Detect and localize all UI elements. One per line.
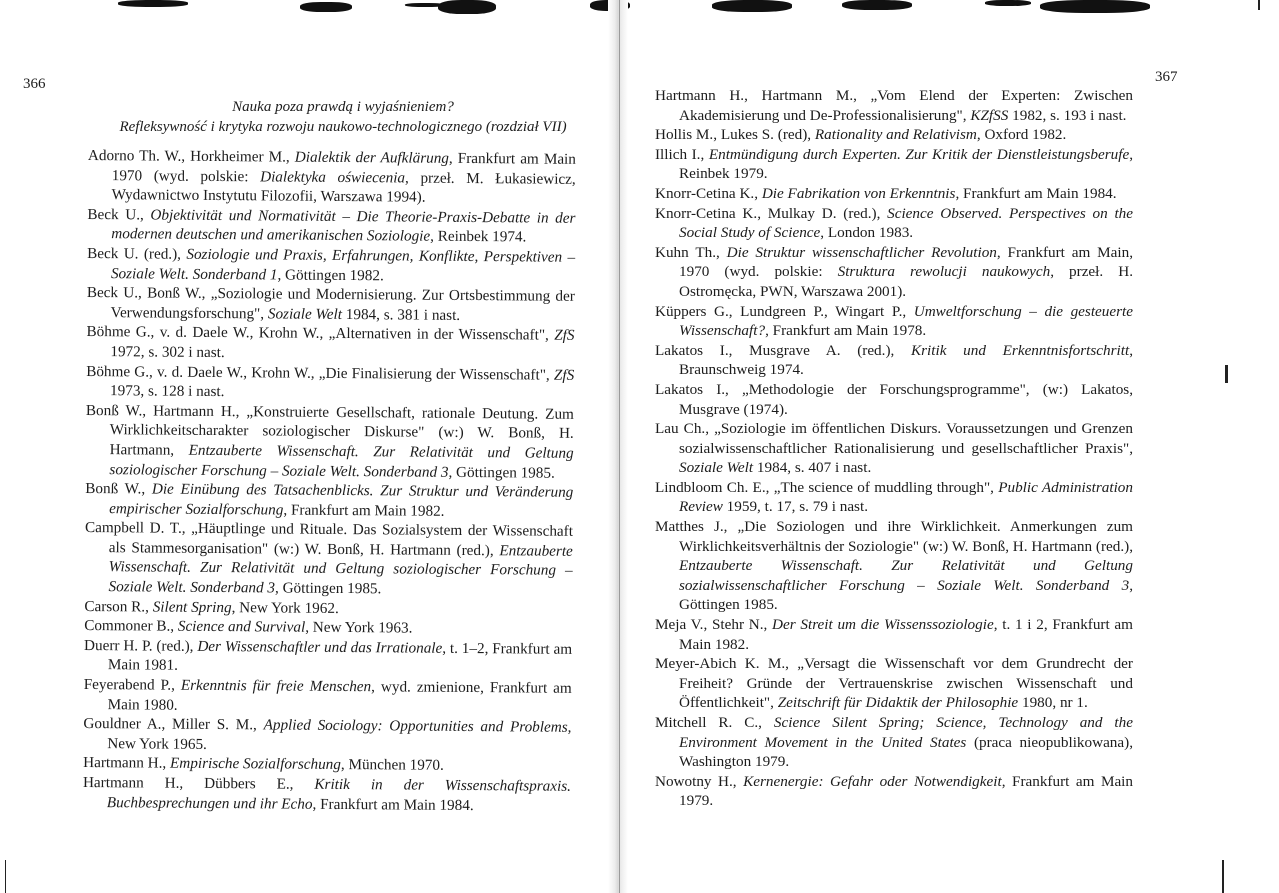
bibliography-entry: Carson R., Silent Spring, New York 1962. — [84, 597, 339, 617]
bibliography-entry: Küppers G., Lundgreen P., Wingart P., Umweltforschung – die gesteuerte Wissenschaft?, Frankfurt am Main 1978. — [655, 302, 1133, 340]
right-page-edge-mark — [1222, 860, 1224, 893]
bibliography-list-left — [83, 146, 576, 816]
running-header-line-1: Nauka poza prawdą i wyjaśnieniem? — [232, 99, 454, 115]
bibliography-entry: Beck U. (red.), Soziologie und Praxis, Erfahrungen, Konflikte, Perspektiven – Soziale Welt. Sonderband 1, Göttingen 1982. — [87, 244, 576, 284]
bibliography-entry: Hartmann H., Hartmann M., „Vom Elend der Experten: Zwischen Akademisierung und De-Professionalisierung", KZfSS 1982, s. 193 i nast. — [655, 87, 1133, 124]
page-number-right: 367 — [1155, 69, 1178, 85]
bibliography-entry: Campbell D. T., „Häuptlinge und Rituale. Das Sozialsystem der Wissenschaft als Stammesorganisation" (w:) W. Bonß, H. Hartmann (red.), Entzauberte Wissenschaft. Zur Relativität und Geltung soziologischer Forschung – Soziale Welt. Sonderband 3, Göttingen 1985. — [84, 519, 574, 598]
bibliography-entry: Beck U., Bonß W., „Soziologie und Modernisierung. Zur Ortsbestimmung der Verwendungsforschung", Soziale Welt 1984, s. 381 i nast. — [86, 284, 575, 324]
page-number-left: 366 — [23, 76, 46, 92]
bibliography-entry: Lakatos I., „Methodologie der Forschungsprogramme", (w:) Lakatos, Musgrave (1974). — [655, 380, 1133, 418]
bibliography-entry: Gouldner A., Miller S. M., Applied Sociology: Opportunities and Problems, New York 1965. — [83, 715, 572, 753]
bibliography-entry: Bonß W., Die Einübung des Tatsachenblicks. Zur Struktur und Veränderung empirischer Sozialforschung, Frankfurt am Main 1982. — [85, 480, 574, 520]
bibliography-entry: Hartmann H., Dübbers E., Kritik in der Wissenschaftspraxis. Buchbesprechungen und ihr Echo, Frankfurt am Main 1984. — [82, 773, 572, 814]
bibliography-entry: Lakatos I., Musgrave A. (red.), Kritik und Erkenntnisfortschritt, Braunschweig 1974. — [655, 341, 1133, 379]
bibliography-entry: Duerr H. P. (red.), Der Wissenschaftler und das Irrationale, t. 1–2, Frankfurt am Main 1981. — [84, 636, 573, 675]
bibliography-entry: Böhme G., v. d. Daele W., Krohn W., „Alternativen in der Wissenschaft", ZfS 1972, s. 302 i nast. — [86, 323, 575, 362]
bibliography-entry: Hollis M., Lukes S. (red), Rationality and Relativism, Oxford 1982. — [655, 126, 1067, 144]
bibliography-list-right — [655, 86, 1133, 811]
bibliography-entry: Illich I., Entmündigung durch Experten. Zur Kritik der Dienstleistungsberufe, Reinbek 1979. — [655, 145, 1133, 183]
book-gutter — [608, 0, 628, 893]
bibliography-entry: Kuhn Th., Die Struktur wissenschaftlicher Revolution, Frankfurt am Main, 1970 (wyd. polskie: Struktura rewolucji naukowych, przeł. H. Ostromęcka, PWN, Warszawa 2001). — [655, 243, 1133, 300]
bibliography-entry: Bonß W., Hartmann H., „Konstruierte Gesellschaft, rationale Deutung. Zum Wirklichkeitscharakter soziologischer Diskurse" (w:) W. Bonß, H. Hartmann, Entzauberte Wissenschaft. Zur Relativität und Geltung soziologischer Forschung – Soziale Welt. Sonderband 3, Göttingen 1985. — [85, 401, 574, 482]
bibliography-entry: Knorr-Cetina K., Mulkay D. (red.), Science Observed. Perspectives on the Social Study of Science, London 1983. — [655, 204, 1134, 242]
bibliography-entry: Knorr-Cetina K., Die Fabrikation von Erkenntnis, Frankfurt am Main 1984. — [655, 184, 1117, 202]
left-page-edge-mark — [5, 860, 6, 893]
running-header-line-2: Refleksywność i krytyka rozwoju naukowo-technologicznego (rozdział VII) — [119, 119, 567, 135]
bibliography-entry: Nowotny H., Kernenergie: Gefahr oder Notwendigkeit, Frankfurt am Main 1979. — [655, 772, 1133, 810]
bibliography-entry: Adorno Th. W., Horkheimer M., Dialektik der Aufklärung, Frankfurt am Main 1970 (wyd. polskie: Dialektyka oświecenia, przeł. M. Łukasiewicz, Wydawnictwo Instytutu Filozofii, Warszawa 1994). — [87, 146, 576, 206]
bibliography-entry: Feyerabend P., Erkenntnis für freie Menschen, wyd. zmienione, Frankfurt am Main 1980. — [83, 676, 572, 714]
bibliography-entry: Beck U., Objektivität und Normativität – Die Theorie-Praxis-Debatte in der modernen deutschen und amerikanischen Soziologie, Reinbek 1974. — [87, 205, 576, 246]
bibliography-entry: Meyer-Abich K. M., „Versagt die Wissenschaft vor dem Grundrecht der Freiheit? Gründe der Vertrauenskrise zwischen Wissenschaft und Öffentlichkeit", Zeitschrift für Didaktik der Philosophie 1980, nr 1. — [655, 655, 1133, 712]
bibliography-entry: Lindbloom Ch. E., „The science of muddling through", Public Administration Review 1959, t. 17, s. 79 i nast. — [655, 478, 1133, 516]
book-spine-line — [619, 0, 620, 893]
bibliography-entry: Böhme G., v. d. Daele W., Krohn W., „Die Finalisierung der Wissenschaft", ZfS 1973, s. 128 i nast. — [86, 362, 575, 401]
bibliography-entry: Mitchell R. C., Science Silent Spring; Science, Technology and the Environment Movement in the United States (praca nieopublikowana), Washington 1979. — [655, 714, 1133, 771]
bibliography-entry: Meja V., Stehr N., Der Streit um die Wissenssoziologie, t. 1 i 2, Frankfurt am Main 1982. — [655, 616, 1133, 653]
bibliography-entry: Lau Ch., „Soziologie im öffentlichen Diskurs. Voraussetzungen und Grenzen sozialwissenschaftlicher Rationalisierung und gesellschaftlicher Praxis", Soziale Welt 1984, s. 407 i nast. — [655, 420, 1133, 477]
bibliography-entry: Commoner B., Science and Survival, New York 1963. — [84, 617, 413, 637]
right-page-edge-mark — [1258, 0, 1260, 10]
bibliography-entry: Matthes J., „Die Soziologen und ihre Wirklichkeit. Anmerkungen zum Wirklichkeitsverhältnis der Soziologie" (w:) W. Bonß, H. Hartmann (red.), Entzauberte Wissenschaft. Zur Relativität und Geltung sozialwissenschaftlicher Forschung – Soziale Welt. Sonderband 3, Göttingen 1985. — [655, 518, 1133, 614]
scan-artifact-top-edge — [0, 0, 1279, 18]
bibliography-entry: Hartmann H., Empirische Sozialforschung, München 1970. — [83, 754, 444, 775]
side-ink-mark — [1225, 365, 1228, 383]
